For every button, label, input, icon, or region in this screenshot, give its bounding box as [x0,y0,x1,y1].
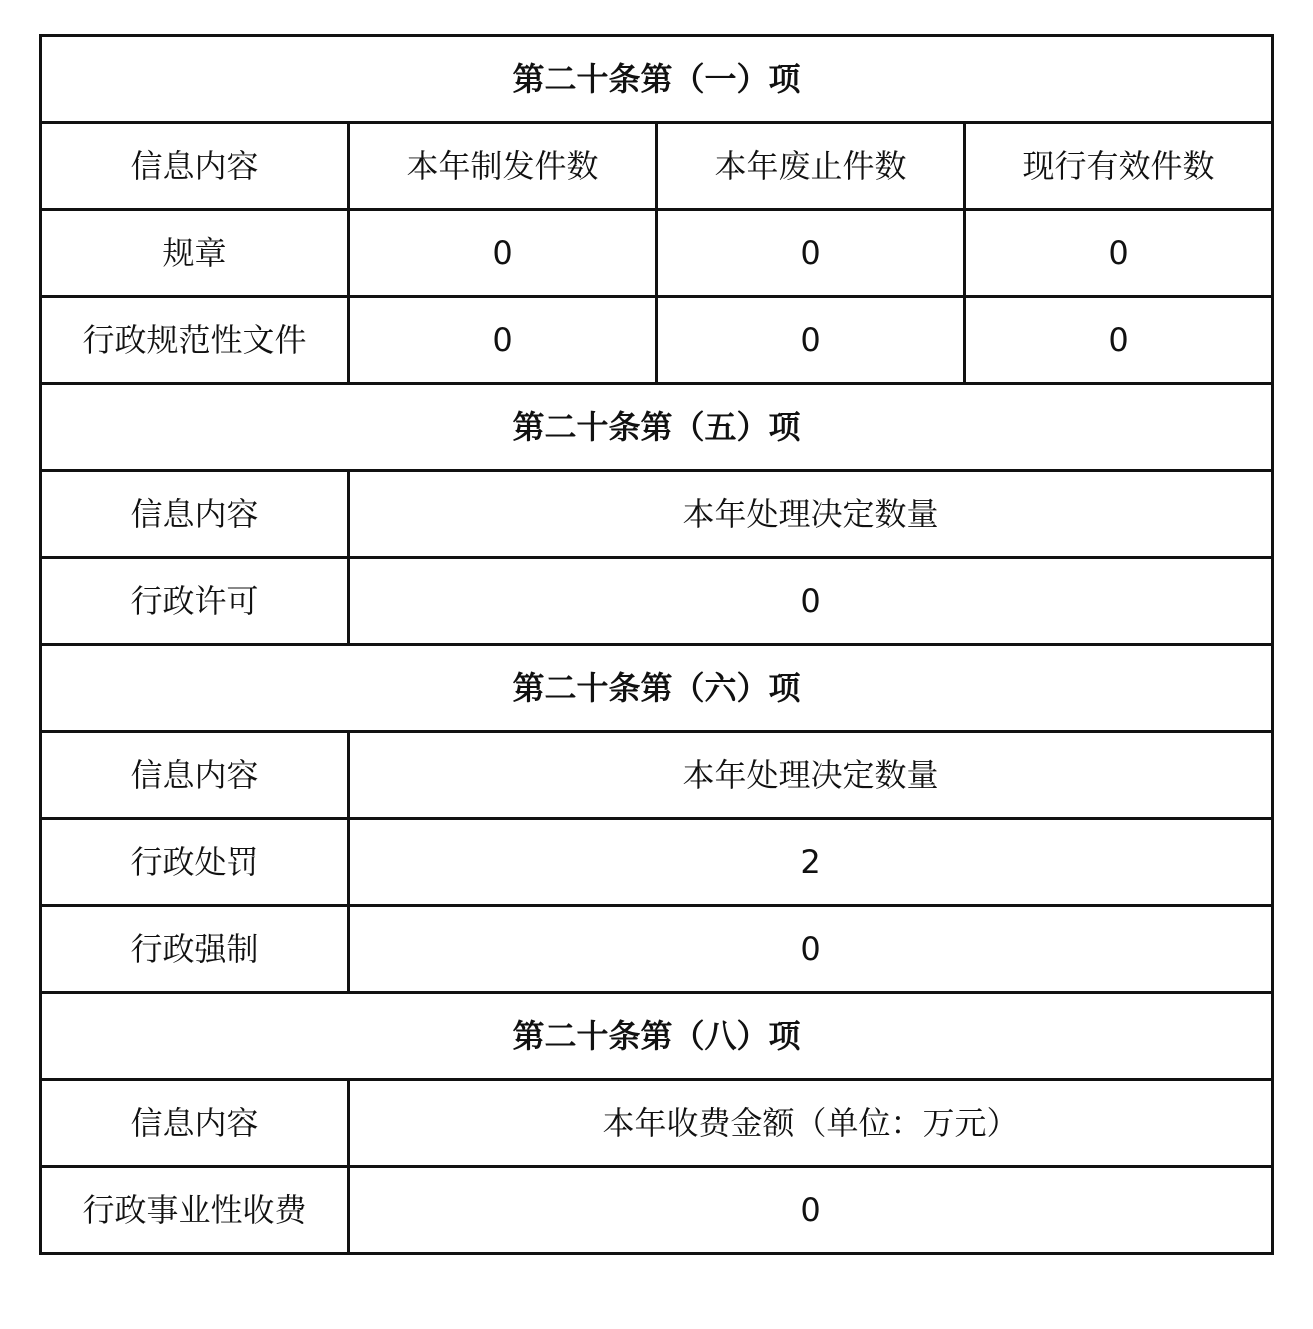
header-cell: 本年制发件数 [349,123,657,210]
value-cell: 0 [657,297,965,384]
row-label: 规章 [41,210,349,297]
section-title-row [41,993,1273,1080]
value-cell: 0 [349,210,657,297]
header-cell: 现行有效件数 [965,123,1273,210]
header-cell: 信息内容 [41,123,349,210]
section-title: 第二十条第（五）项 [41,384,1273,471]
table-row [41,819,1273,906]
value-cell: 0 [349,297,657,384]
header-row [41,732,1273,819]
table-row [41,1167,1273,1254]
row-label: 行政规范性文件 [41,297,349,384]
row-label: 行政许可 [41,558,349,645]
header-cell: 本年处理决定数量 [349,471,1273,558]
section-title: 第二十条第（八）项 [41,993,1273,1080]
value-cell: 0 [657,210,965,297]
header-cell: 信息内容 [41,732,349,819]
value-cell: 0 [349,906,1273,993]
value-cell: 0 [965,297,1273,384]
table-row [41,558,1273,645]
section-title-row [41,36,1273,123]
header-cell: 信息内容 [41,1080,349,1167]
row-label: 行政处罚 [41,819,349,906]
header-cell: 信息内容 [41,471,349,558]
table-row [41,210,1273,297]
header-row [41,471,1273,558]
section-title-row [41,645,1273,732]
header-row [41,1080,1273,1167]
section-title-row [41,384,1273,471]
row-label: 行政强制 [41,906,349,993]
section-title: 第二十条第（六）项 [41,645,1273,732]
value-cell: 0 [349,1167,1273,1254]
row-label: 行政事业性收费 [41,1167,349,1254]
header-cell: 本年废止件数 [657,123,965,210]
header-row [41,123,1273,210]
header-cell: 本年处理决定数量 [349,732,1273,819]
value-cell: 0 [965,210,1273,297]
header-cell: 本年收费金额（单位：万元） [349,1080,1273,1167]
table-row [41,906,1273,993]
table-row [41,297,1273,384]
value-cell: 0 [349,558,1273,645]
disclosure-table [39,34,1274,1255]
section-title: 第二十条第（一）项 [41,36,1273,123]
value-cell: 2 [349,819,1273,906]
